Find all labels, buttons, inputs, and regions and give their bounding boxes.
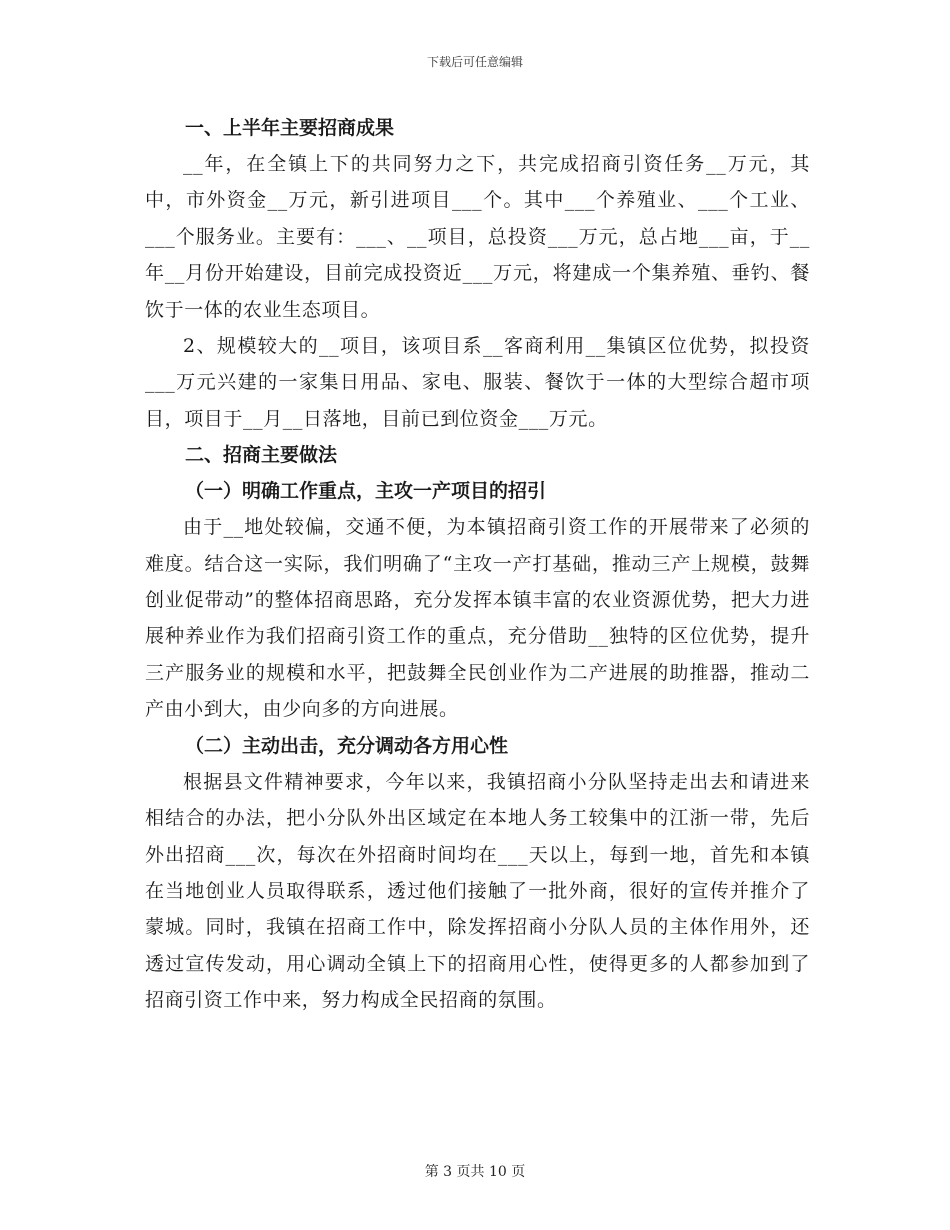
subsection-1-heading: （一）明确工作重点，主攻一产项目的招引: [185, 480, 547, 503]
section-1-paragraph-1: __年，在全镇上下的共同努力之下，共完成招商引资任务__万元，其中，市外资金__万元，新引进项目___个。其中___个养殖业、___个工业、___个服务业。主要有：___、__项目，总投资___万元，总占地___亩，于__年__月份开始建设，目前完成投资近___万元，将建成一个集养殖、垂钓、餐饮于一体的农业生态项目。: [145, 153, 810, 321]
subsection-2-paragraph: 根据县文件精神要求，今年以来，我镇招商小分队坚持走出去和请进来相结合的办法，把小分队外出区域定在本地人务工较集中的江浙一带，先后外出招商___次，每次在外招商时间均在___天以上，每到一地，首先和本镇在当地创业人员取得联系，透过他们接触了一批外商，很好的宣传并推介了蒙城。同时，我镇在招商工作中，除发挥招商小分队人员的主体作用外，还透过宣传发动，用心调动全镇上下的招商用心性，使得更多的人都参加到了招商引资工作中来，努力构成全民招商的氛围。: [145, 770, 810, 1012]
subsection-1-paragraph: 由于__地处较偏，交通不便，为本镇招商引资工作的开展带来了必须的难度。结合这一实际，我们明确了“主攻一产打基础，推动三产上规模，鼓舞创业促带动”的整体招商思路，充分发挥本镇丰富的农业资源优势，把大力进展种养业作为我们招商引资工作的重点，充分借助__独特的区位优势，提升三产服务业的规模和水平，把鼓舞全民创业作为二产进展的助推器，推动二产由小到大，由少向多的方向进展。: [145, 516, 810, 721]
page-header: 下载后可任意编辑: [426, 55, 523, 69]
subsection-2-heading: （二）主动出击，充分调动各方用心性: [185, 734, 509, 757]
section-2-heading: 二、招商主要做法: [185, 444, 338, 467]
page-number: 第 3 页共 10 页: [424, 1164, 526, 1180]
section-1-heading: 一、上半年主要招商成果: [185, 117, 395, 139]
section-1-paragraph-2: 2、规模较大的__项目，该项目系__客商利用__集镇区位优势，拟投资___万元兴建的一家集日用品、家电、服装、餐饮于一体的大型综合超市项目，项目于__月__日落地，目前已到位资金___万元。: [145, 335, 810, 430]
document-body: [145, 110, 810, 1019]
